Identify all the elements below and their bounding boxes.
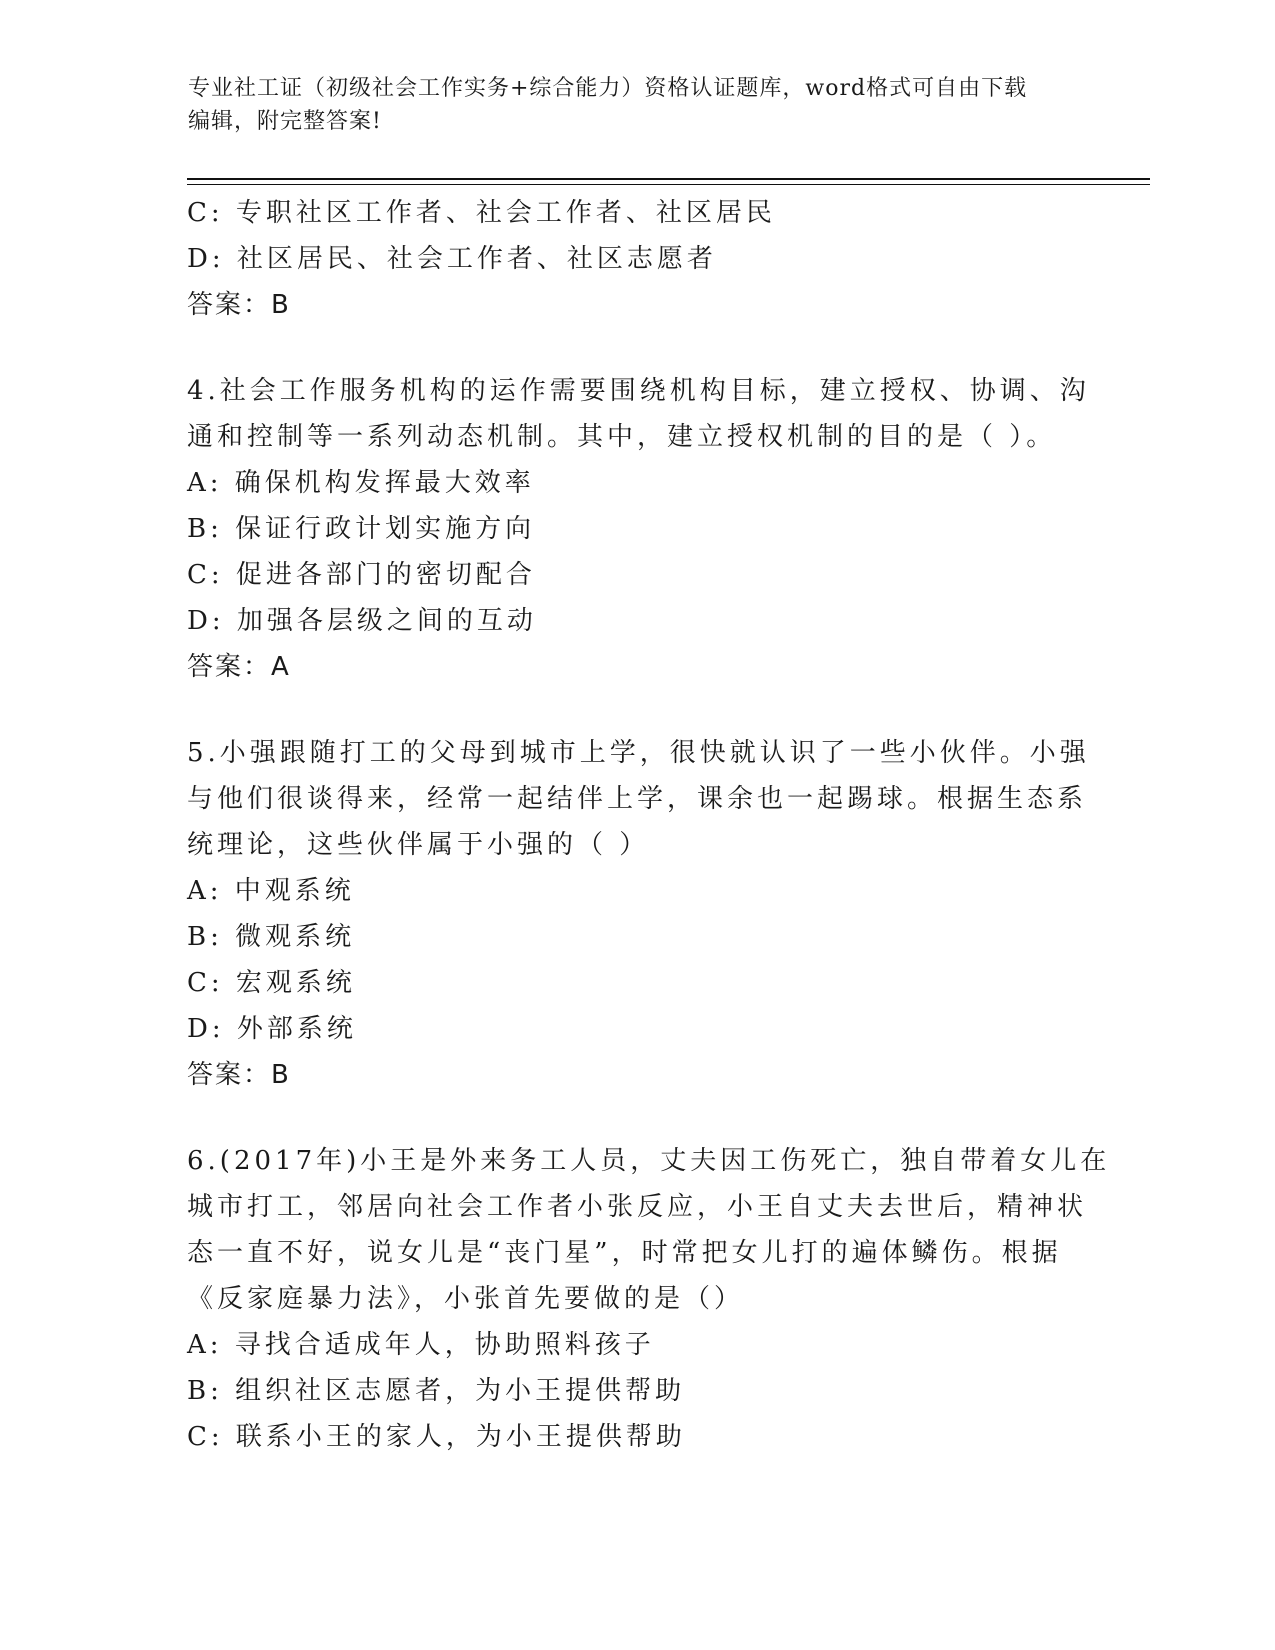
- question-5: [187, 730, 1090, 1098]
- question-content: [187, 190, 1111, 1460]
- question-stem-line: 与他们很谈得来，经常一起结伴上学，课余也一起踢球。根据生态系: [187, 784, 1088, 814]
- option-b: B: 微观系统: [187, 922, 356, 952]
- option-d: D: 加强各层级之间的互动: [187, 606, 537, 636]
- question-stem-line: 4.社会工作服务机构的运作需要围绕机构目标，建立授权、协调、沟: [187, 376, 1090, 406]
- option-c: C: 促进各部门的密切配合: [187, 560, 536, 590]
- option-c: C: 宏观系统: [187, 968, 356, 998]
- question-3-tail: [187, 190, 1087, 328]
- question-stem-line: 统理论，这些伙伴属于小强的（ ）: [187, 830, 650, 860]
- question-4: [187, 368, 1090, 690]
- option-a: A: 寻找合适成年人，协助照料孩子: [187, 1330, 655, 1360]
- option-c: C: 专职社区工作者、社会工作者、社区居民: [187, 198, 776, 228]
- header-rule-thick: [187, 178, 1150, 180]
- option-b: B: 组织社区志愿者，为小王提供帮助: [187, 1376, 686, 1406]
- answer-line: 答案：B: [187, 290, 291, 320]
- option-a: A: 中观系统: [187, 876, 355, 906]
- question-stem-line: 6.(2017年)小王是外来务工人员，丈夫因工伤死亡，独自带着女儿在: [187, 1146, 1111, 1176]
- answer-line: 答案：B: [187, 1060, 291, 1090]
- header-rule-thin: [187, 184, 1150, 185]
- question-stem-line: 5.小强跟随打工的父母到城市上学，很快就认识了一些小伙伴。小强: [187, 738, 1090, 768]
- option-d: D: 外部系统: [187, 1014, 357, 1044]
- question-stem-line: 城市打工，邻居向社会工作者小张反应，小王自丈夫去世后，精神状: [187, 1192, 1088, 1222]
- header-line-1: 专业社工证（初级社会工作实务+综合能力）资格认证题库，word格式可自由下载: [188, 76, 1028, 101]
- question-stem-line: 态一直不好，说女儿是“丧门星”，时常把女儿打的遍体鳞伤。根据: [187, 1238, 1062, 1268]
- option-a: A: 确保机构发挥最大效率: [187, 468, 535, 498]
- document-header: [188, 72, 1088, 138]
- option-c: C: 联系小王的家人，为小王提供帮助: [187, 1422, 686, 1452]
- header-line-2: 编辑，附完整答案!: [188, 109, 382, 134]
- question-6: [187, 1138, 1111, 1460]
- option-b: B: 保证行政计划实施方向: [187, 514, 536, 544]
- question-stem-line: 《反家庭暴力法》，小张首先要做的是（）: [187, 1284, 745, 1314]
- answer-line: 答案：A: [187, 652, 291, 682]
- question-stem-line: 通和控制等一系列动态机制。其中，建立授权机制的目的是（ ）。: [187, 422, 1057, 452]
- option-d: D: 社区居民、社会工作者、社区志愿者: [187, 244, 717, 274]
